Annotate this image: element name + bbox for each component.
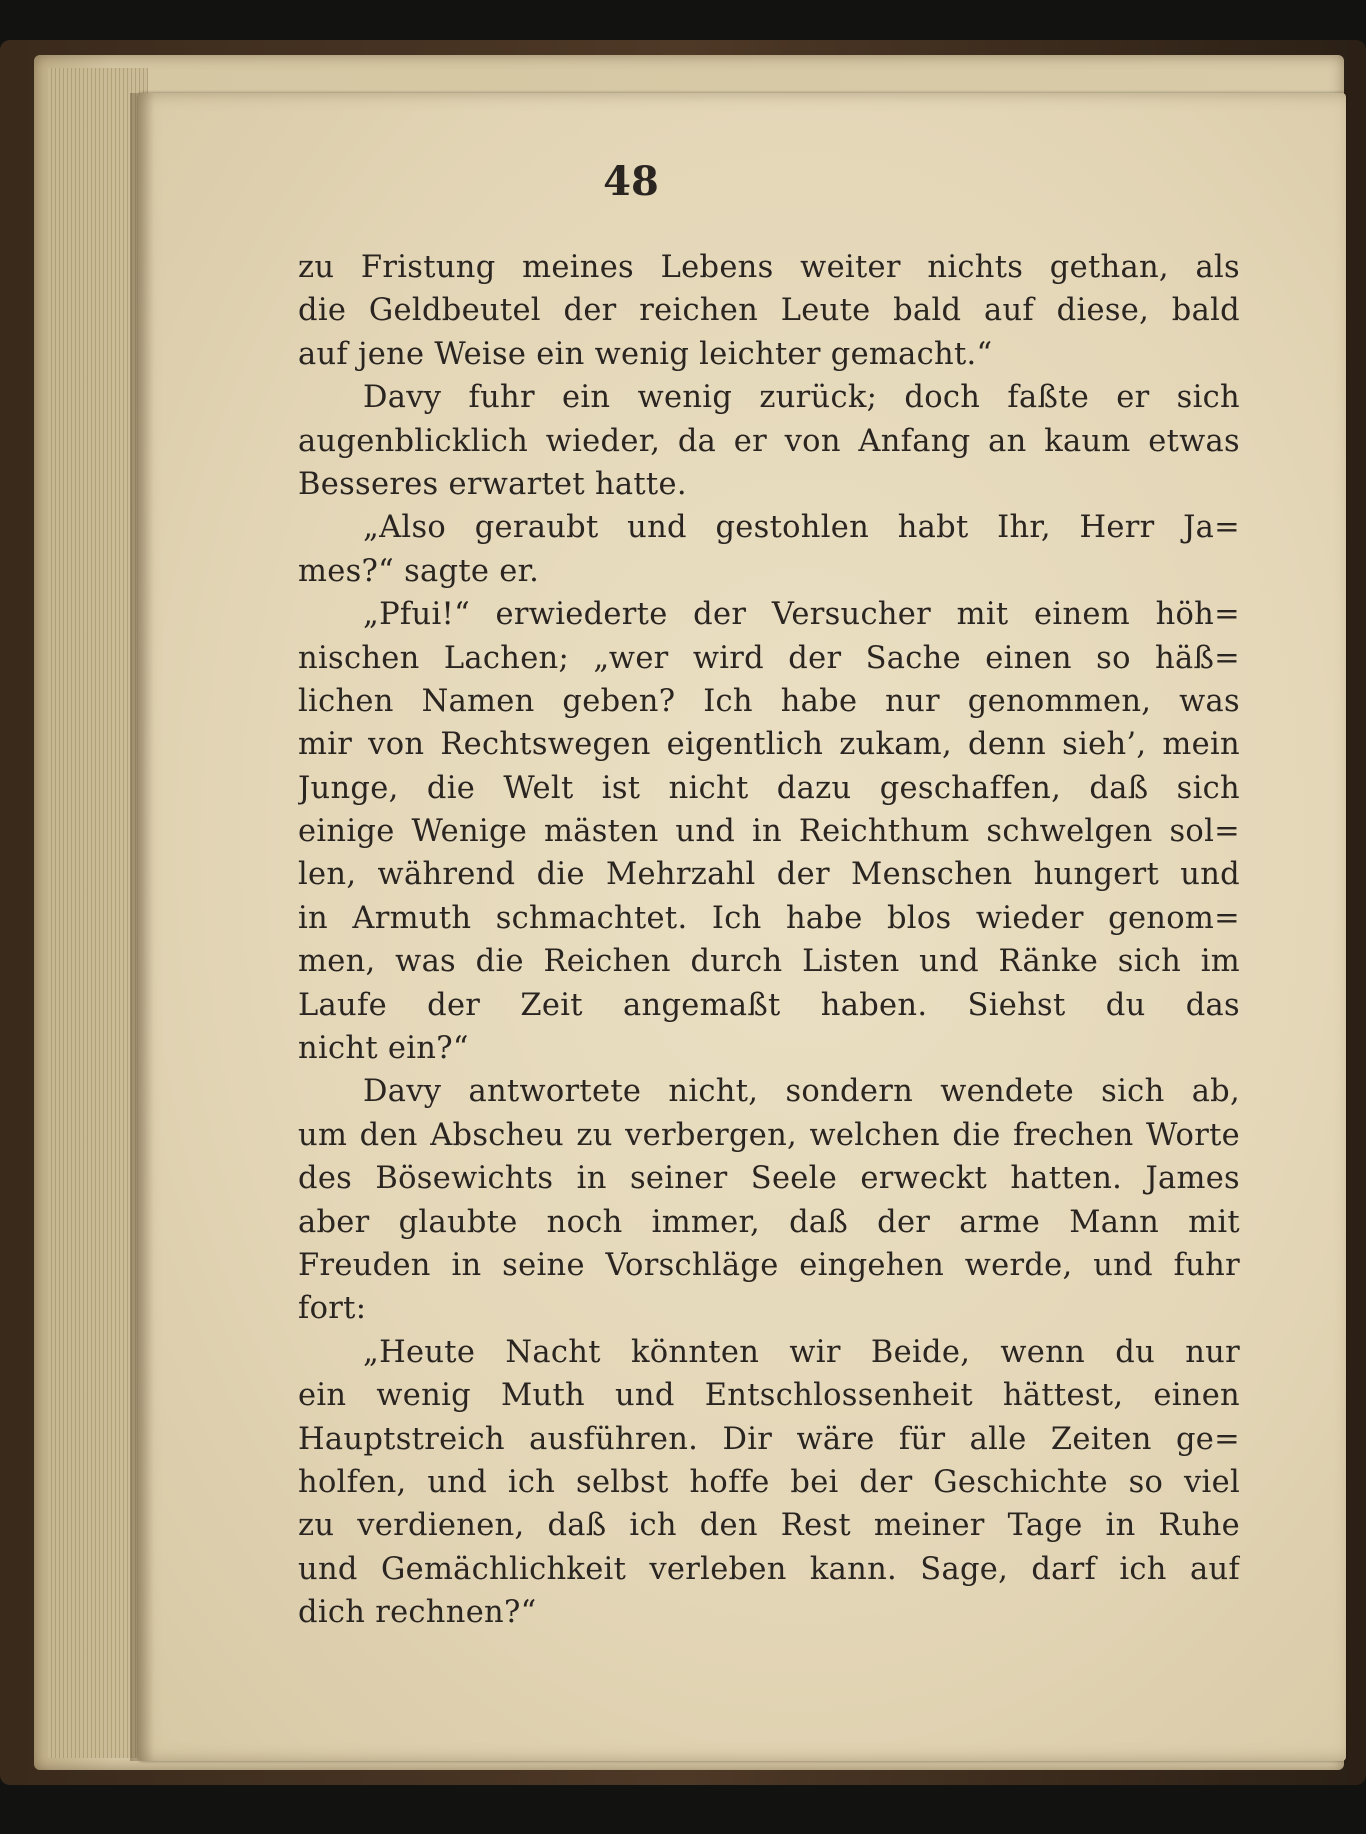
text-line: und Gemächlichkeit verleben kann. Sage, darf ich auf bbox=[298, 1551, 1240, 1587]
text-line: „Heute Nacht könnten wir Beide, wenn du nur bbox=[363, 1334, 1240, 1370]
text-line: zu Fristung meines Lebens weiter nichts gethan, als bbox=[298, 250, 1240, 285]
text-line: die Geldbeutel der reichen Leute bald auf diese, bald bbox=[298, 293, 1240, 329]
text-line: einige Wenige mästen und in Reichthum schwelgen sol= bbox=[298, 814, 1240, 850]
text-line: zu verdienen, daß ich den Rest meiner Tage in Ruhe bbox=[298, 1508, 1240, 1544]
text-line: um den Abscheu zu verbergen, welchen die frechen Worte bbox=[298, 1117, 1240, 1153]
spine-shadow bbox=[130, 93, 154, 1761]
text-line: nicht ein?“ bbox=[298, 1031, 469, 1067]
text-line: Freuden in seine Vorschläge eingehen werde, und fuhr bbox=[298, 1247, 1240, 1283]
text-line: mes?“ sagte er. bbox=[298, 553, 540, 589]
page-number: 48 bbox=[603, 158, 659, 205]
text-line: Hauptstreich ausführen. Dir wäre für alle Zeiten ge= bbox=[298, 1421, 1240, 1457]
text-line: augenblicklich wieder, da er von Anfang an kaum etwas bbox=[298, 423, 1240, 459]
text-line: Davy fuhr ein wenig zurück; doch faßte er sich bbox=[363, 380, 1240, 416]
text-line: Davy antwortete nicht, sondern wendete sich ab, bbox=[363, 1074, 1240, 1110]
text-line: holfen, und ich selbst hoffe bei der Geschichte so viel bbox=[298, 1464, 1240, 1500]
text-line: dich rechnen?“ bbox=[298, 1595, 537, 1631]
text-line: mir von Rechtswegen eigentlich zukam, denn sieh’, mein bbox=[298, 727, 1240, 763]
text-line: len, während die Mehrzahl der Menschen hungert und bbox=[298, 857, 1240, 893]
text-line: Junge, die Welt ist nicht dazu geschaffen, daß sich bbox=[298, 770, 1240, 806]
text-line: „Also geraubt und gestohlen habt Ihr, Herr Ja= bbox=[363, 510, 1240, 546]
text-line: ein wenig Muth und Entschlossenheit hättest, einen bbox=[298, 1378, 1240, 1414]
text-line: Laufe der Zeit angemaßt haben. Siehst du das bbox=[298, 987, 1240, 1023]
text-line: des Bösewichts in seiner Seele erweckt hatten. James bbox=[298, 1161, 1240, 1197]
text-line: men, was die Reichen durch Listen und Ränke sich im bbox=[298, 944, 1240, 980]
text-line: „Pfui!“ erwiederte der Versucher mit einem höh= bbox=[363, 597, 1240, 633]
text-line: aber glaubte noch immer, daß der arme Mann mit bbox=[298, 1204, 1240, 1240]
text-line: fort: bbox=[298, 1291, 367, 1327]
text-line: Besseres erwartet hatte. bbox=[298, 466, 687, 502]
text-line: lichen Namen geben? Ich habe nur genommen, was bbox=[298, 683, 1240, 719]
text-line: nischen Lachen; „wer wird der Sache einen so häß= bbox=[298, 640, 1240, 676]
text-line: in Armuth schmachtet. Ich habe blos wieder genom= bbox=[298, 900, 1240, 936]
page-text bbox=[298, 246, 1240, 1635]
text-line: auf jene Weise ein wenig leichter gemacht.“ bbox=[298, 336, 993, 372]
